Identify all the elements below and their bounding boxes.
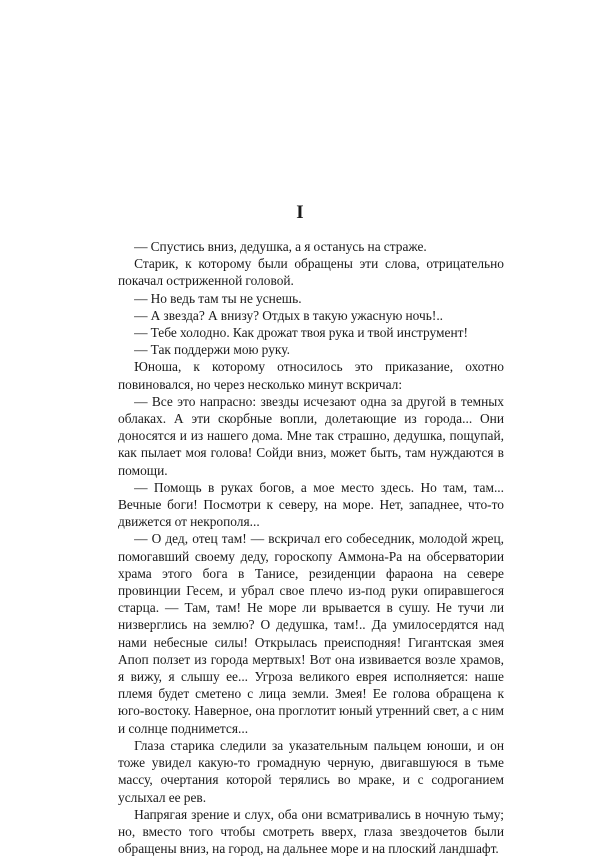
paragraph: — О дед, отец там! — вскричал его собеседник, молодой жрец, помогавший своему деду, гороскопу Аммона-Ра на обсерватории храма этого бога в Танисе, резиденции фараона на севере провинции Гесем, и убрал свое плечо из-под руки опиравшегося старца. — Там, там! Не море ли врывается в сушу. Не тучи ли низверглись на землю? О дедушка, там!.. Да умилосердятся над нами небесные силы! Открылась преисподняя! Гигантская змея Апоп ползет из города мертвых! Вот она извивается возле храмов, я вижу, я слышу ее... Угроза великого еврея исполняется: наше племя будет сметено с лица земли. Змея! Ее голова обращена к юго-востоку. Наверное, она проглотит юный утренний свет, а с ним и солнце поднимется... — [118, 531, 504, 736]
paragraph: — Но ведь там ты не уснешь. — [134, 290, 302, 306]
paragraph: Старик, к которому были обращены эти слова, отрицательно покачал остриженной головой. — [118, 256, 504, 289]
paragraph: — Помощь в руках богов, а мое место здесь. Но там, там... Вечные боги! Посмотри к северу, на море. Нет, западнее, что-то движется от некрополя... — [118, 479, 504, 530]
paragraph: Юноша, к которому относилось это приказание, охотно повиновался, но через несколько минут вскричал: — [118, 359, 504, 392]
paragraph: — Так поддержи мою руку. — [134, 342, 290, 358]
chapter-text — [118, 238, 504, 857]
paragraph: — Все это напрасно: звезды исчезают одна за другой в темных облаках. А эти скорбные вопли, долетающие из города... Они доносятся и из нашего дома. Мне так страшно, дедушка, пощупай, как пылает моя голова! Сойди вниз, может быть, там нуждаются в помощи. — [118, 393, 504, 478]
paragraph: Глаза старика следили за указательным пальцем юноши, и он тоже увидел какую-то громадную черную, двигавшуюся в тьме массу, очертания которой терялись во мраке, и с содроганием услыхал ее рев. — [118, 737, 504, 805]
paragraph: — Спустись вниз, дедушка, а я останусь на страже. — [134, 239, 427, 254]
paragraph: — Тебе холодно. Как дрожат твоя рука и твой инструмент! — [134, 325, 468, 341]
paragraph: — А звезда? А внизу? Отдых в такую ужасную ночь!.. — [134, 307, 444, 323]
chapter-number: I — [296, 202, 304, 223]
paragraph: Напрягая зрение и слух, оба они всматривались в ночную тьму; но, вместо того чтобы смотреть вверх, глаза звездочетов были обращены вниз, на город, на дальнее море и на плоский ландшафт. — [118, 806, 504, 857]
